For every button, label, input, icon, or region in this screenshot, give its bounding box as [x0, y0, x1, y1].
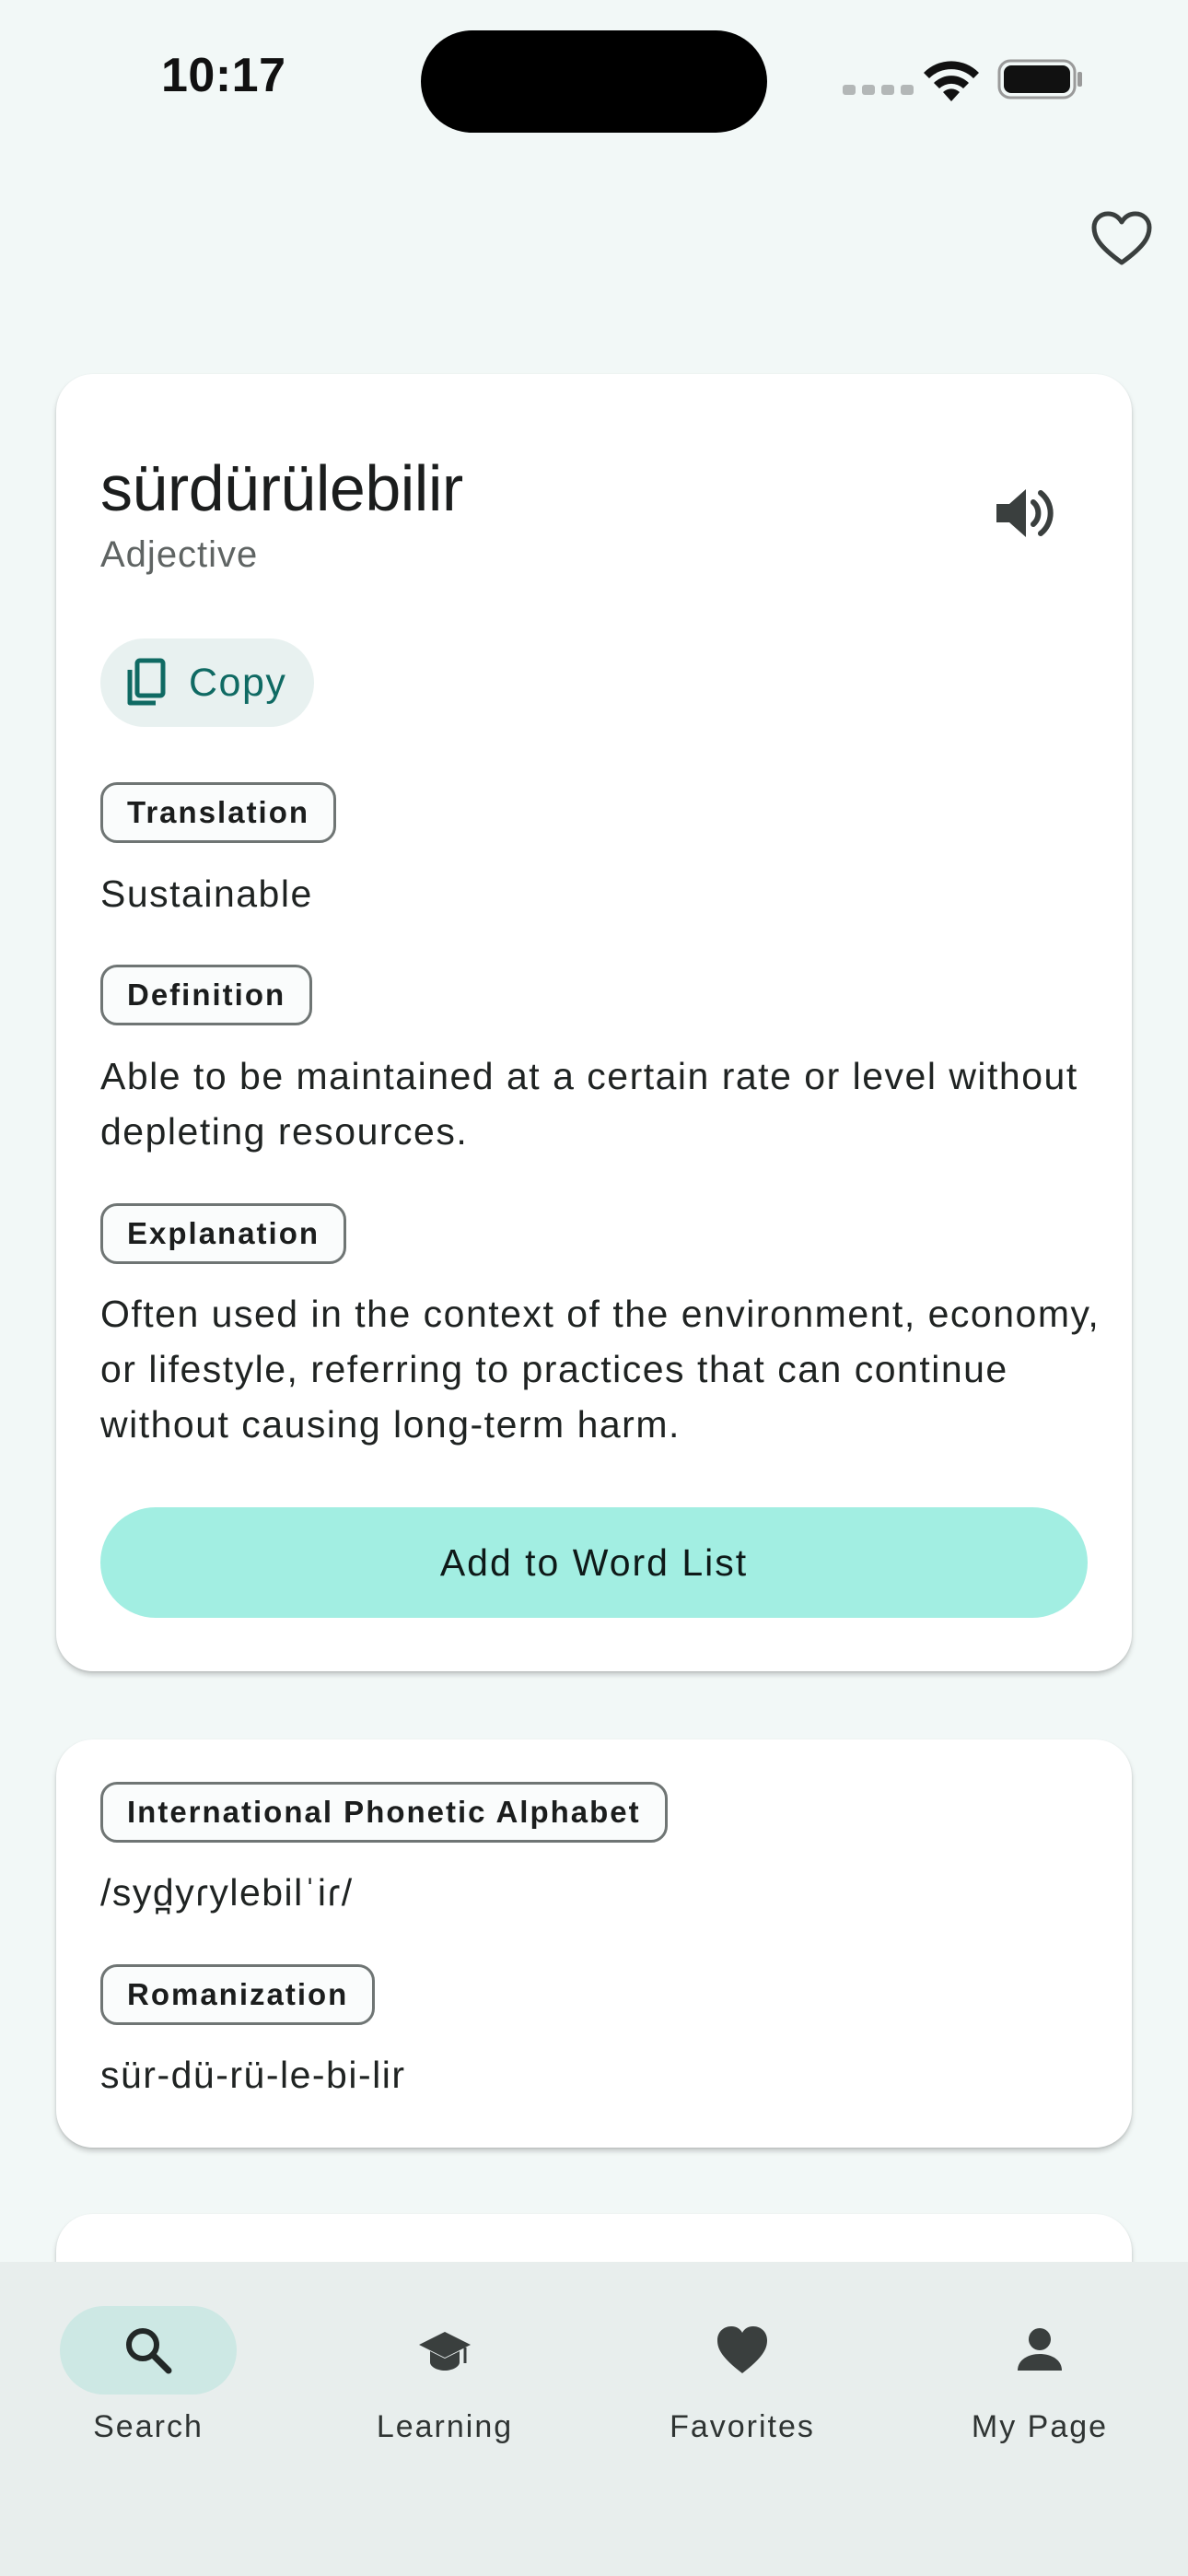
dynamic-island [421, 30, 767, 133]
translation-chip: Translation [100, 782, 336, 843]
status-time: 10:17 [161, 49, 286, 102]
copy-icon [124, 657, 170, 708]
romanization-value: sür-dü-rü-le-bi-lir [100, 2054, 406, 2096]
phonetics-card [56, 1739, 1132, 2148]
part-of-speech: Adjective [100, 534, 259, 575]
romanization-chip: Romanization [100, 1964, 375, 2025]
explanation-chip: Explanation [100, 1203, 346, 1264]
word-card [56, 374, 1132, 1671]
explanation-text: Often used in the context of the environment, economy, or lifestyle, referring to practices that can continue without causing long-term harm. [100, 1293, 1101, 1446]
definition-text: Able to be maintained at a certain rate or level without depleting resources. [100, 1055, 1078, 1153]
wifi-icon [921, 55, 982, 103]
nav-my-page-label: My Page [971, 2409, 1109, 2444]
nav-search-label: Search [93, 2409, 204, 2444]
nav-search[interactable] [0, 2306, 297, 2444]
graduation-cap-icon [417, 2323, 472, 2378]
add-to-word-list-button[interactable]: Add to Word List [100, 1507, 1088, 1618]
copy-label: Copy [189, 660, 287, 705]
translation-text: Sustainable [100, 872, 313, 915]
favorite-heart-outline-icon[interactable] [1091, 211, 1152, 268]
heart-icon [715, 2323, 770, 2378]
speaker-icon[interactable] [991, 480, 1057, 546]
person-icon [1012, 2323, 1067, 2378]
nav-my-page[interactable] [891, 2306, 1188, 2444]
nav-learning-label: Learning [376, 2409, 514, 2444]
bottom-navigation [0, 2262, 1188, 2576]
nav-learning[interactable] [297, 2306, 593, 2444]
ipa-value: /syd̪yɾylebilˈiɾ/ [100, 1871, 354, 1914]
copy-button[interactable] [100, 638, 314, 727]
search-icon [121, 2323, 176, 2378]
battery-icon [997, 59, 1084, 100]
ipa-chip: International Phonetic Alphabet [100, 1782, 668, 1843]
word-title: sürdürülebilir [100, 452, 463, 524]
definition-chip: Definition [100, 965, 312, 1025]
cellular-signal-icon [843, 85, 914, 95]
nav-favorites[interactable] [594, 2306, 891, 2444]
nav-favorites-label: Favorites [670, 2409, 815, 2444]
